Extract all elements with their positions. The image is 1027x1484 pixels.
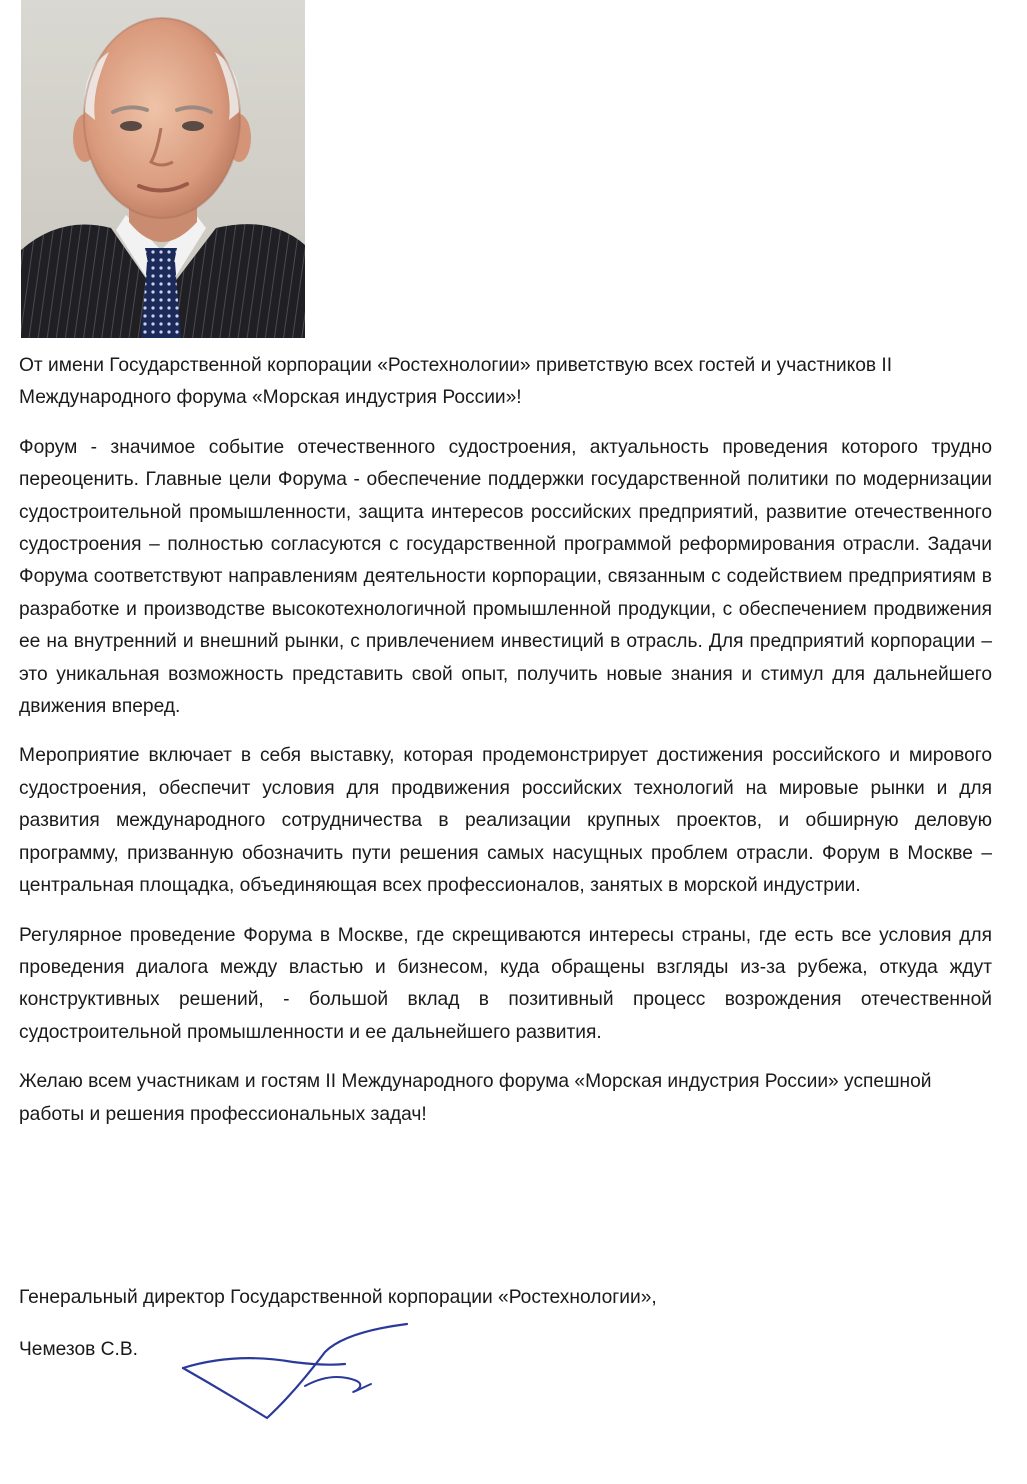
body-paragraph-4: Желаю всем участникам и гостям II Международного форума «Морская индустрия России» успешной работы и решения профессиональных задач! (19, 1071, 932, 1125)
portrait-illustration (21, 0, 305, 338)
body-paragraph-2: Мероприятие включает в себя выставку, которая продемонстрирует достижения российского и мирового судостроения, обеспечит условия для продвижения российских технологий на мировые рынки и для развития международного сотрудничества в реализации крупных проектов, и обширную деловую программу, призванную обозначить пути решения самых насущных проблем отрасли. Форум в Москве – центральная площадка, объединяющая всех профессионалов, занятых в морской индустрии. (19, 745, 992, 897)
body-paragraph-3: Регулярное проведение Форума в Москве, где скрещиваются интересы страны, где есть все условия для проведения диалога между властью и бизнесом, куда обращены взгляды из-за рубежа, откуда ждут конструктивных решений, - большой вклад в позитивный процесс возрождения отечественной судостроительной промышленности и ее дальнейшего развития. (19, 924, 992, 1043)
greeting-paragraph: От имени Государственной корпорации «Ростехнологии» приветствую всех гостей и участников II Международного форума «Морская индустрия России»! (19, 355, 893, 409)
body-paragraph-1: Форум - значимое событие отечественного судостроения, актуальность проведения которого трудно переоценить. Главные цели Форума - обеспечение поддержки государственной политики по модернизации судостроительной промышленности, защита интересов российских предприятий, развитие отечественного судостроения – полностью согласуются с государственной программой реформирования отрасли. Задачи Форума соответствуют направлениям деятельности корпорации, связанным с содействием предприятиям в разработке и производстве высокотехнологичной промышленной продукции, с обеспечением продвижения ее на внутренний и внешний рынки, с привлечением инвестиций в отрасль. Для предприятий корпорации – это уникальная возможность представить свой опыт, получить новые знания и стимул для дальнейшего движения вперед. (19, 436, 992, 718)
signer-name: Чемезов С.В. (19, 1339, 138, 1360)
portrait-photo (21, 0, 305, 338)
signer-title: Генеральный директор Государственной корпорации «Ростехнологии», (19, 1287, 657, 1308)
letter-body (19, 350, 992, 1131)
handwritten-signature (175, 1322, 415, 1422)
